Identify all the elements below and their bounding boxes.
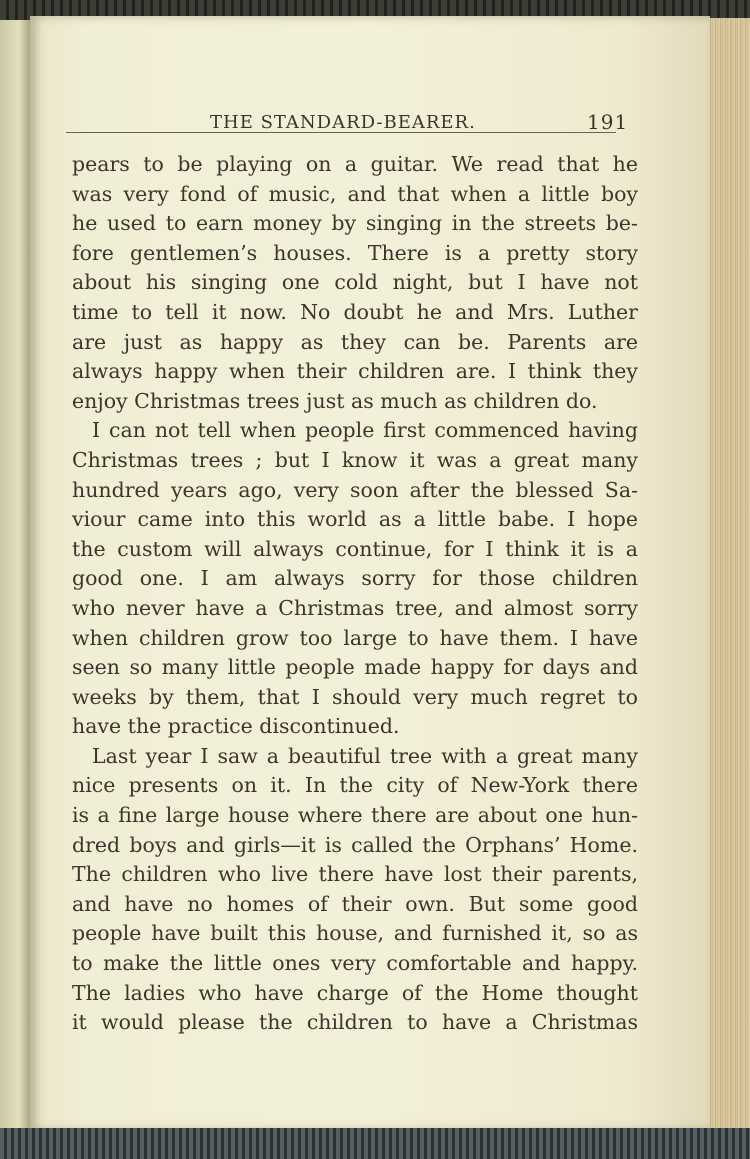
text-line: people have built this house, and furnished it, so as [72,921,638,946]
text-line: was very fond of music, and that when a little boy [72,181,638,206]
book-page [30,16,710,1130]
text-line: pears to be playing on a guitar. We read that he [72,152,638,176]
text-line: weeks by them, that I should very much regret to [72,684,638,709]
text-line: fore gentlemen’s houses. There is a pretty story [72,240,638,265]
text-line: The ladies who have charge of the Home thought [72,980,638,1005]
text-line: the custom will always continue, for I think it is a [72,536,638,561]
text-line: Last year I saw a beautiful tree with a great many [92,743,638,768]
page-number: 191 [587,110,629,134]
book-binding-edge [0,1128,750,1159]
page-fore-edge [706,18,750,1130]
text-line: time to tell it now. No doubt he and Mrs. Luther [72,299,638,324]
text-line: I can not tell when people first commenced having [92,418,638,443]
text-line: enjoy Christmas trees just as much as children do. [72,388,598,413]
running-title: THE STANDARD-BEARER. [210,112,476,133]
text-line: who never have a Christmas tree, and almost sorry [72,595,638,620]
text-line: when children grow too large to have them. I have [72,625,638,650]
text-line: is a fine large house where there are about one hun- [72,803,638,828]
text-line: viour came into this world as a little babe. I hope [72,507,638,532]
text-line: hundred years ago, very soon after the blessed Sa- [72,477,638,502]
text-line: good one. I am always sorry for those children [72,566,638,591]
text-line: seen so many little people made happy for days and [72,655,638,680]
text-line: The children who live there have lost their parents, [72,862,638,887]
text-line: about his singing one cold night, but I have not [72,270,638,295]
header-rule [66,132,616,133]
text-line: Christmas trees ; but I know it was a great many [72,447,638,472]
text-line: to make the little ones very comfortable and happy. [72,951,638,976]
body-text [72,150,638,1038]
left-page-gutter [0,20,34,1130]
text-line: are just as happy as they can be. Parents are [72,329,638,354]
text-line: it would please the children to have a Christmas [72,1010,638,1035]
text-line: have the practice discontinued. [72,714,400,739]
text-line: dred boys and girls—it is called the Orphans’ Home. [72,832,638,857]
text-line: he used to earn money by singing in the streets be- [72,211,638,236]
text-line: nice presents on it. In the city of New-York there [72,773,638,798]
text-line: always happy when their children are. I think they [72,359,638,384]
text-line: and have no homes of their own. But some good [72,891,638,916]
